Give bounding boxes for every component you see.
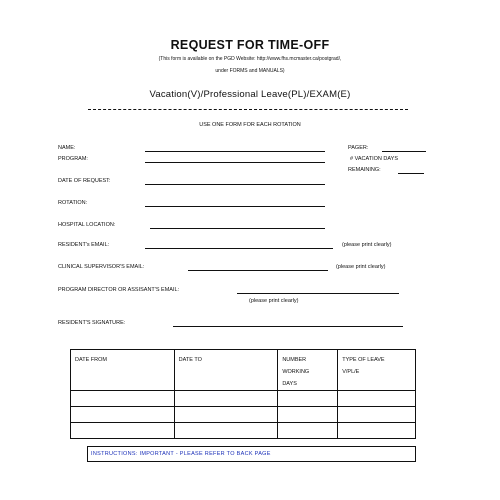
rotation-label: ROTATION: — [58, 200, 88, 206]
leave-types-heading: Vacation(V)/Professional Leave(PL)/EXAM(E) — [149, 89, 351, 100]
instructions-text: INSTRUCTIONS: IMPORTANT - PLEASE REFER TO BACK PAGE — [91, 451, 271, 457]
leave-type-cell[interactable] — [338, 423, 416, 439]
clinical-supervisor-email-field[interactable] — [188, 270, 328, 271]
date-of-request-label: DATE OF REQUEST: — [58, 178, 111, 184]
program-director-email-label: PROGRAM DIRECTOR OR ASSISANT'S EMAIL: — [58, 287, 180, 293]
availability-note-continued: under FORMS and MANUALS) — [215, 68, 285, 74]
pager-label: PAGER: — [348, 145, 369, 151]
date-to-cell[interactable] — [174, 407, 278, 423]
working-days-cell[interactable] — [278, 407, 338, 423]
name-field[interactable] — [145, 151, 325, 152]
rotation-field[interactable] — [145, 206, 325, 207]
resident-signature-field[interactable] — [173, 326, 403, 327]
remaining-field[interactable] — [398, 173, 424, 174]
working-days-cell[interactable] — [278, 423, 338, 439]
rotation-note: USE ONE FORM FOR EACH ROTATION — [199, 122, 301, 128]
resident-email-field[interactable] — [145, 248, 333, 249]
print-clearly-hint: (please print clearly) — [336, 264, 386, 270]
print-clearly-hint: (please print clearly) — [249, 298, 299, 304]
working-days-cell[interactable] — [278, 391, 338, 407]
working-days-header: NUMBER WORKING DAYS — [278, 350, 338, 391]
program-director-email-field[interactable] — [237, 293, 399, 294]
date-to-cell[interactable] — [174, 423, 278, 439]
table-row — [71, 423, 416, 439]
leave-type-header: TYPE OF LEAVE V/PL/E — [338, 350, 416, 391]
program-field[interactable] — [145, 162, 325, 163]
form-title: REQUEST FOR TIME-OFF — [170, 38, 330, 52]
resident-email-label: RESIDENT's EMAIL: — [58, 242, 110, 248]
date-to-header: DATE TO — [174, 350, 278, 391]
name-label: NAME: — [58, 145, 76, 151]
date-to-cell[interactable] — [174, 391, 278, 407]
hospital-location-label: HOSPITAL LOCATION: — [58, 222, 116, 228]
leave-type-cell[interactable] — [338, 407, 416, 423]
dashed-separator — [88, 109, 408, 110]
table-row — [71, 391, 416, 407]
remaining-label: REMAINING: — [348, 167, 381, 173]
table-header-row — [71, 350, 416, 391]
print-clearly-hint: (please print clearly) — [342, 242, 392, 248]
vacation-days-label: # VACATION DAYS — [350, 156, 398, 162]
leave-dates-table — [70, 349, 416, 439]
date-from-cell[interactable] — [71, 423, 175, 439]
program-label: PROGRAM: — [58, 156, 88, 162]
hospital-location-field[interactable] — [150, 228, 325, 229]
availability-note: (This form is available on the PGD Website: http://www.fhs.mcmaster.ca/postgrad/, — [158, 56, 342, 62]
date-from-cell[interactable] — [71, 391, 175, 407]
leave-type-cell[interactable] — [338, 391, 416, 407]
date-from-cell[interactable] — [71, 407, 175, 423]
date-from-header: DATE FROM — [71, 350, 175, 391]
resident-signature-label: RESIDENT'S SIGNATURE: — [58, 320, 126, 326]
clinical-supervisor-email-label: CLINICAL SUPERVISOR'S EMAIL: — [58, 264, 145, 270]
date-of-request-field[interactable] — [145, 184, 325, 185]
pager-field[interactable] — [382, 151, 426, 152]
table-row — [71, 407, 416, 423]
